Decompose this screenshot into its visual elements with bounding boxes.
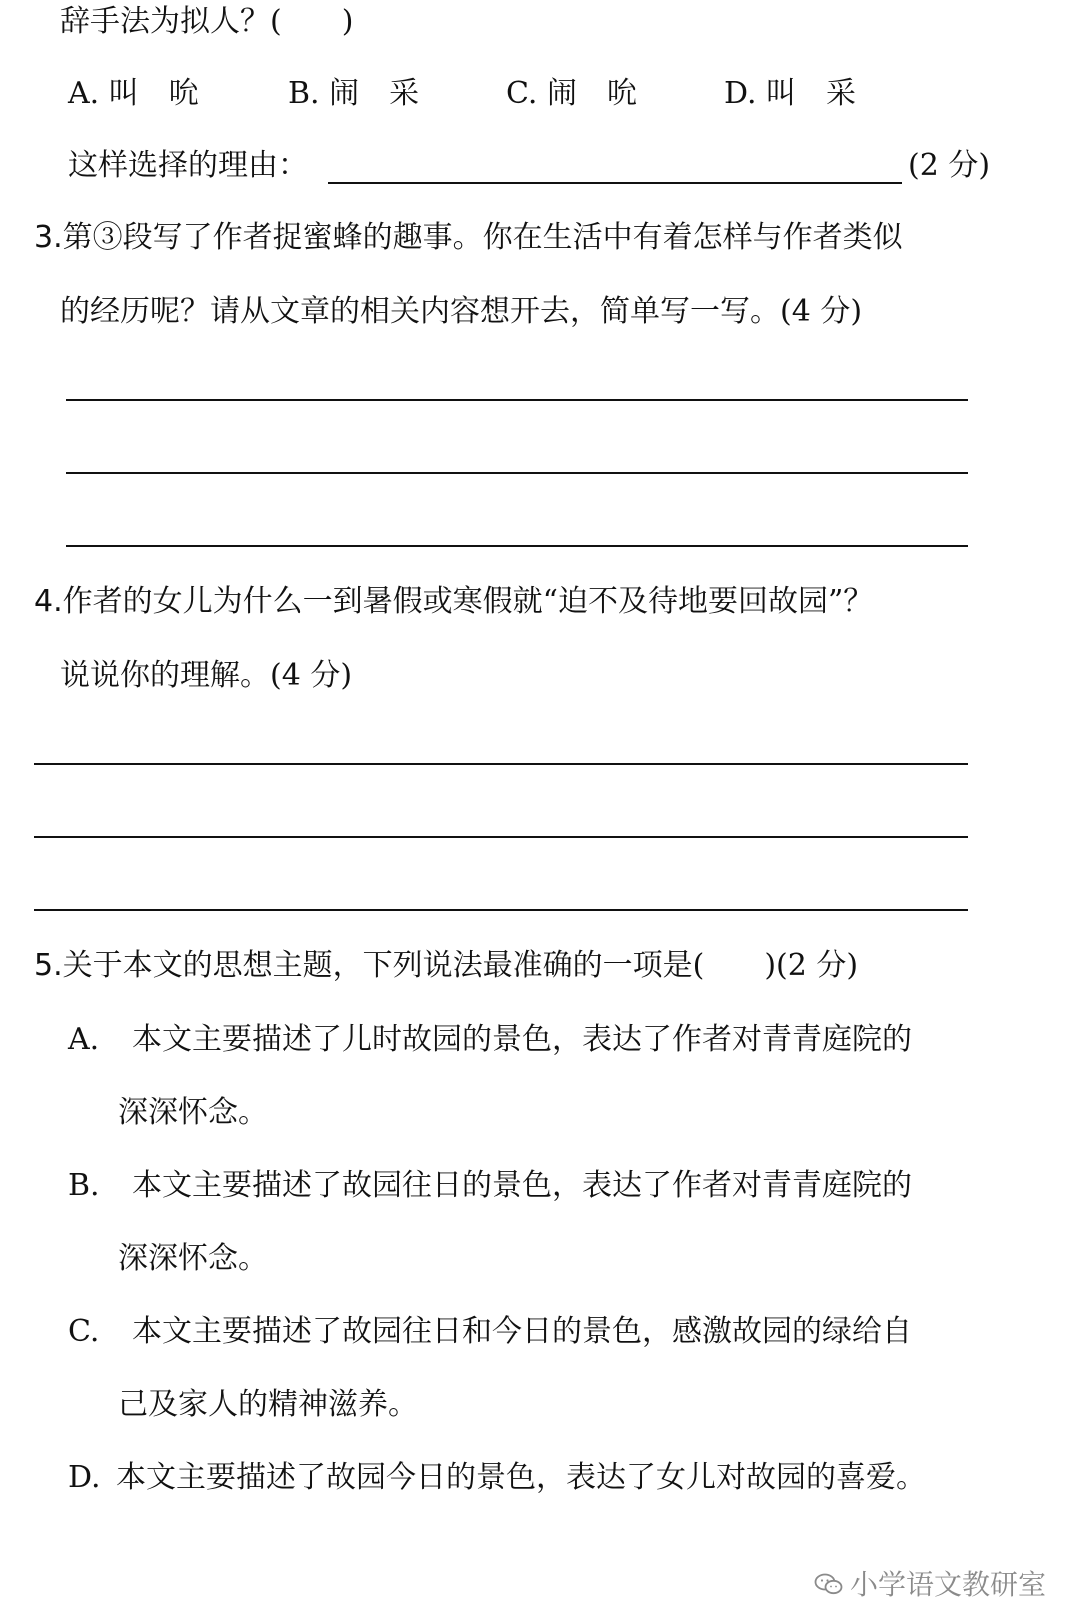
q2-option-d[interactable]: D. 叫 采 [724, 76, 857, 111]
q4-answer-line-2[interactable] [34, 836, 968, 838]
q2-stem-tail: 辞手法为拟人？( ) [60, 4, 354, 39]
q5-stem [34, 946, 858, 986]
q3-answer-line-3[interactable] [66, 545, 968, 547]
q5-option-c-line2: 己及家人的精神滋养。 [118, 1387, 418, 1422]
q5-option-a-letter[interactable]: A. [68, 1022, 100, 1057]
q4-answer-line-1[interactable] [34, 763, 968, 765]
wechat-icon [814, 1572, 844, 1596]
q2-reason-answer-line[interactable] [328, 182, 902, 184]
watermark-text: 小学语文教研室 [850, 1568, 1047, 1601]
q3-stem-line2: 的经历呢？请从文章的相关内容想开去，简单写一写。(4 分) [60, 294, 863, 329]
q5-option-b-line1: 本文主要描述了故园往日的景色，表达了作者对青青庭院的 [132, 1168, 912, 1203]
q4-stem-line1 [34, 582, 873, 622]
q5-option-b-line2: 深深怀念。 [118, 1241, 268, 1276]
q5-option-a-line1: 本文主要描述了儿时故园的景色，表达了作者对青青庭院的 [132, 1022, 912, 1057]
q2-option-a[interactable]: A. 叫 吮 [68, 76, 199, 111]
q5-option-d-line1: 本文主要描述了故园今日的景色，表达了女儿对故园的喜爱。 [116, 1460, 926, 1495]
q2-option-c[interactable]: C. 闹 吮 [506, 76, 637, 111]
q5-stem-text: 关于本文的思想主题，下列说法最准确的一项是( )(2 分) [62, 948, 859, 983]
q5-option-c-line1: 本文主要描述了故园往日和今日的景色，感激故园的绿给自 [132, 1314, 912, 1349]
q5-number: 5. [34, 948, 63, 983]
q3-answer-line-2[interactable] [66, 472, 968, 474]
q4-number: 4. [34, 584, 63, 619]
q3-answer-line-1[interactable] [66, 399, 968, 401]
q4-stem-line2: 说说你的理解。(4 分) [60, 658, 353, 693]
q4-text-line1: 作者的女儿为什么一到暑假或寒假就“迫不及待地要回故园”？ [62, 584, 874, 619]
q2-reason-label: 这样选择的理由： [68, 148, 308, 183]
q4-answer-line-3[interactable] [34, 909, 968, 911]
q3-stem-line1 [34, 218, 903, 258]
q3-text-line1: 第③段写了作者捉蜜蜂的趣事。你在生活中有着怎样与作者类似 [62, 220, 903, 255]
q5-option-b-letter[interactable]: B. [68, 1168, 100, 1203]
q2-options [68, 74, 968, 114]
q3-number: 3. [34, 220, 63, 255]
q2-option-b[interactable]: B. 闹 采 [288, 76, 420, 111]
q2-reason-score: (2 分) [908, 148, 991, 183]
q5-option-d-letter[interactable]: D. [68, 1460, 101, 1495]
q5-option-c-letter[interactable]: C. [68, 1314, 100, 1349]
q5-option-a-line2: 深深怀念。 [118, 1095, 268, 1130]
